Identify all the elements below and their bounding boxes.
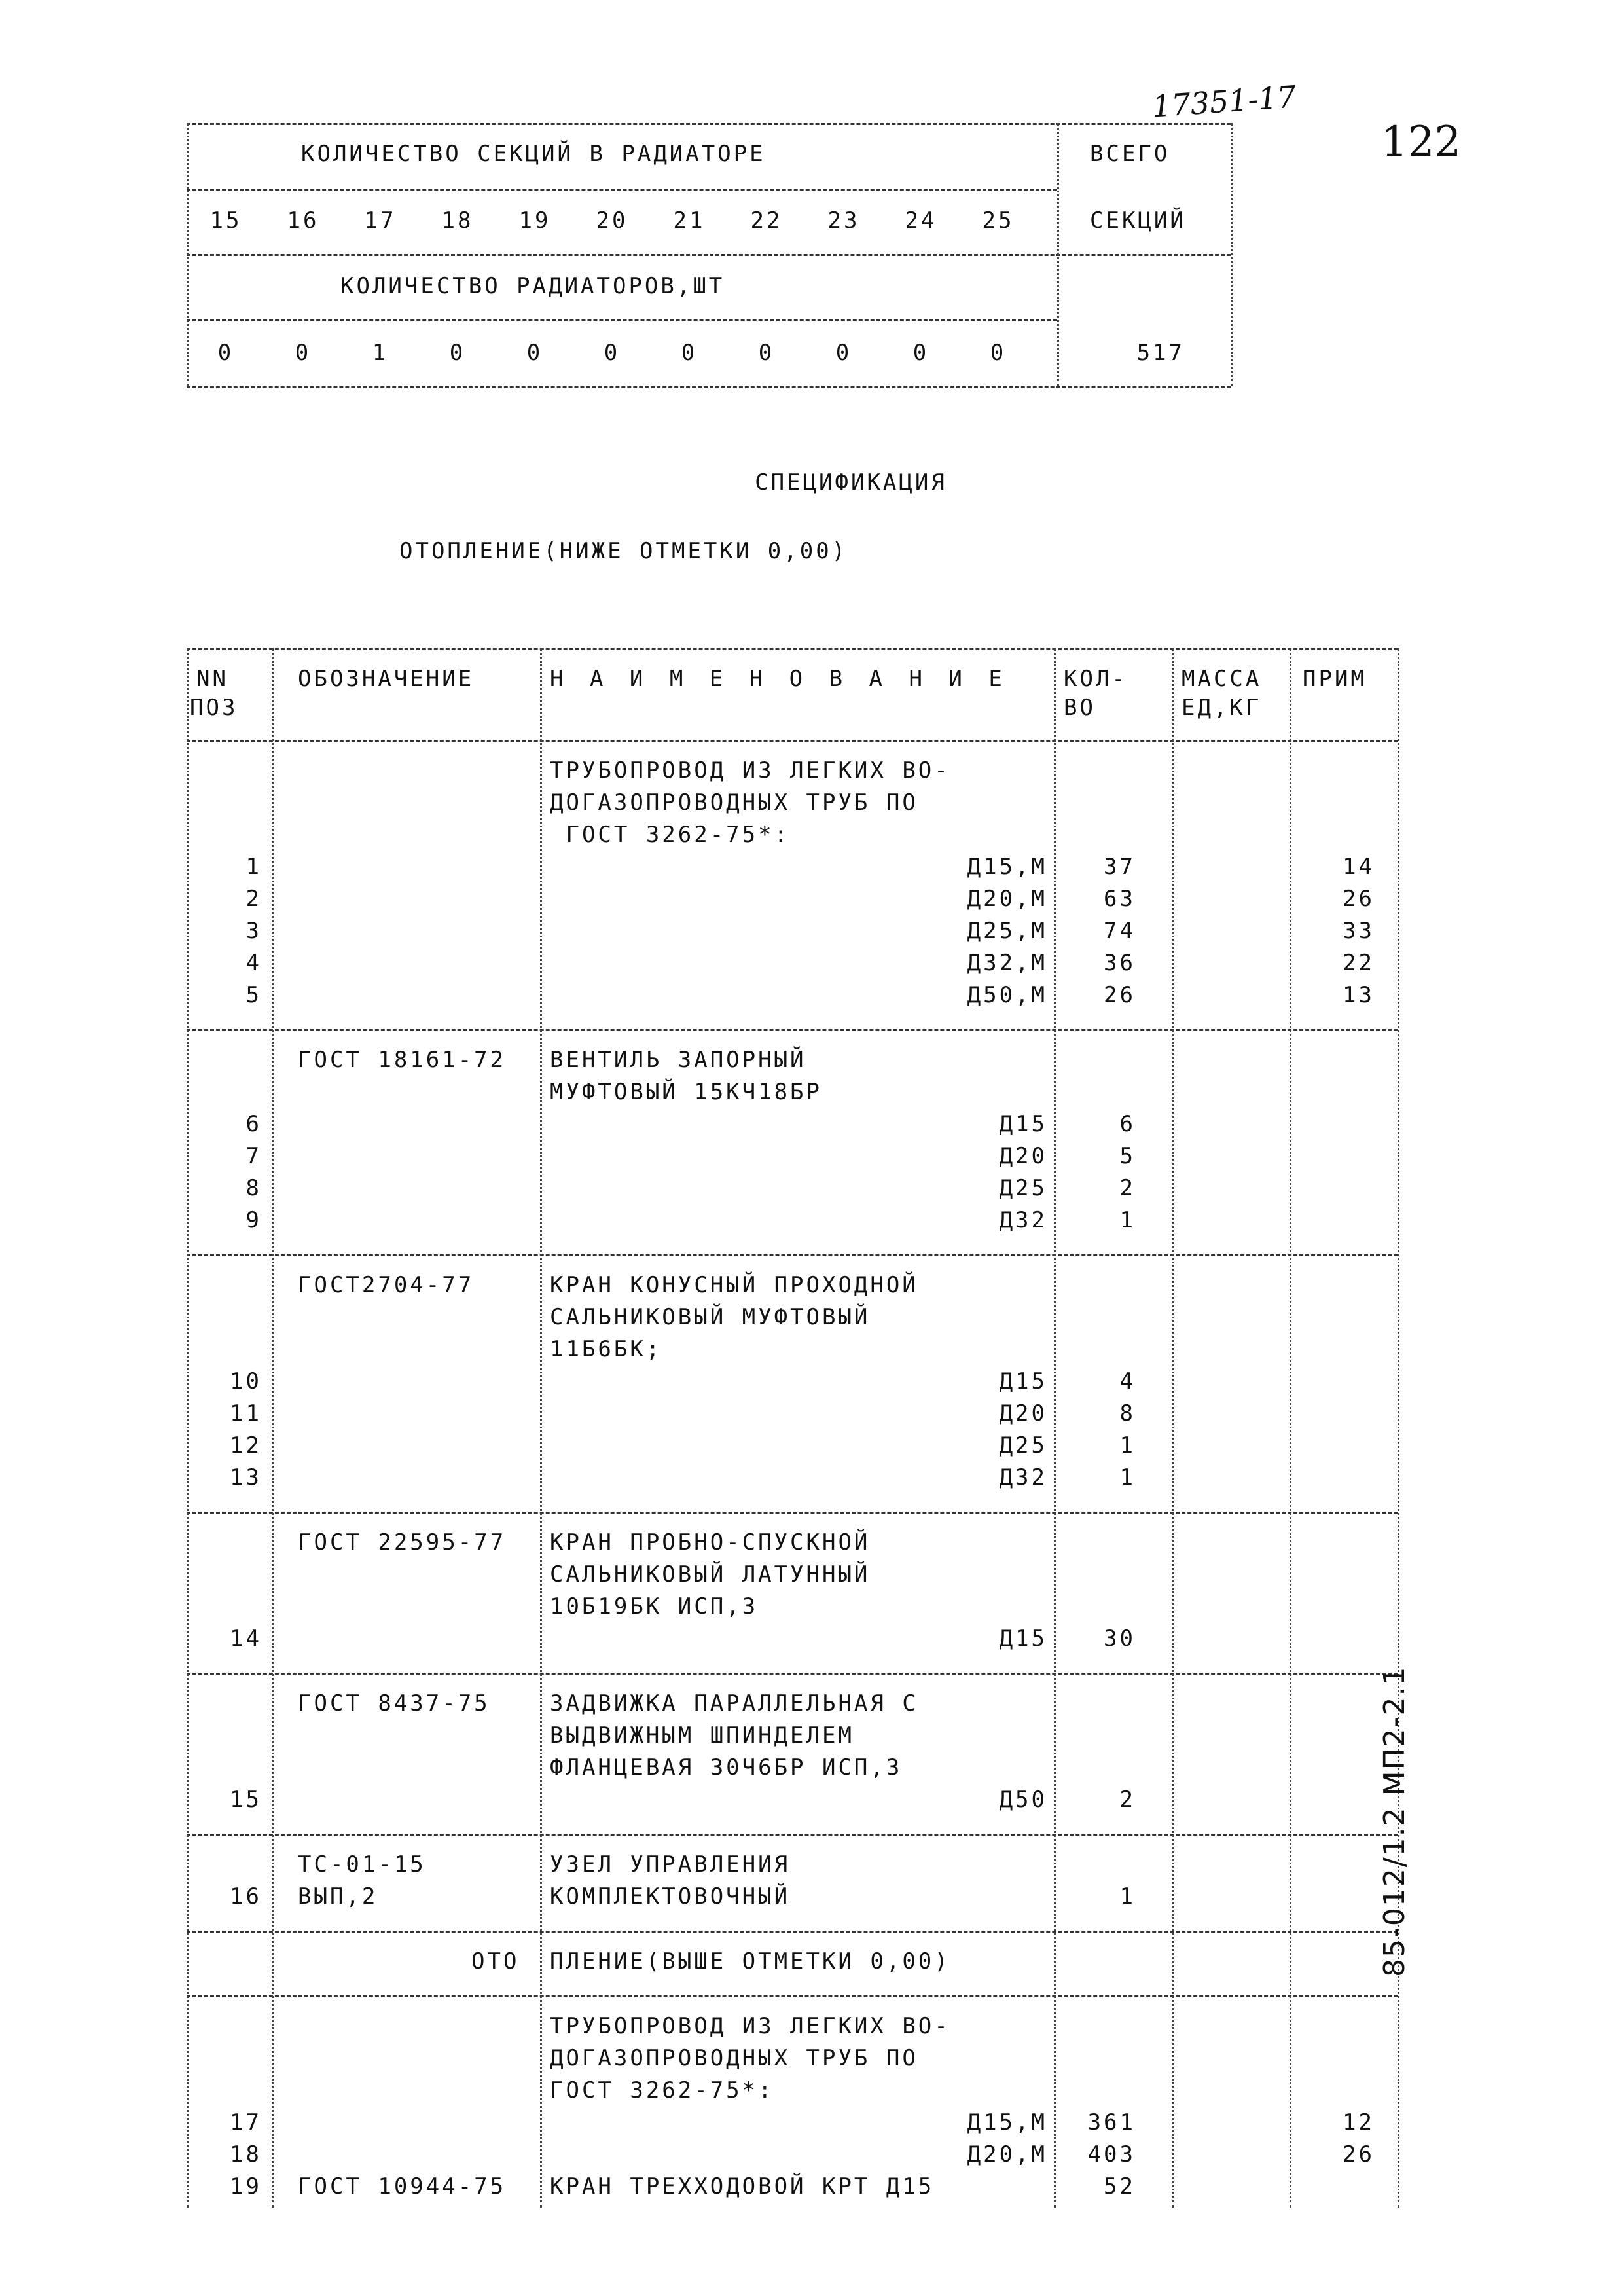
note-cell: 33 [1343, 918, 1375, 944]
section-count-cell: 19 [518, 208, 551, 234]
note-cell: 13 [1343, 982, 1375, 1008]
item-size: Д15 [999, 1111, 1047, 1137]
column-divider [187, 648, 189, 2208]
item-name-line: САЛЬНИКОВЫЙ МУФТОВЫЙ [550, 1304, 871, 1330]
quantity-cell: 36 [1104, 950, 1136, 976]
designation-cell: ГОСТ 8437-75 [298, 1690, 490, 1717]
item-size: Д32 [999, 1207, 1047, 1233]
item-name-line: 11Б6БК; [550, 1336, 662, 1362]
section-count-cell: 23 [827, 208, 860, 234]
specification-subtitle: ОТОПЛЕНИЕ(НИЖЕ ОТМЕТКИ 0,00) [399, 538, 848, 564]
item-size: Д32 [999, 1464, 1047, 1491]
item-size: Д25 [999, 1432, 1047, 1459]
page-number: 122 [1381, 118, 1462, 166]
quantity-cell: 1 [1119, 1464, 1136, 1491]
radiator-count-cell: 0 [912, 340, 929, 366]
item-size: Д15 [999, 1626, 1047, 1652]
item-size: Д15 [999, 1368, 1047, 1394]
item-name-line: ЗАДВИЖКА ПАРАЛЛЕЛЬНАЯ С [550, 1690, 918, 1717]
row-divider [187, 1254, 1398, 1256]
note-cell: 12 [1343, 2109, 1375, 2136]
quantity-cell: 63 [1104, 886, 1136, 912]
quantity-cell: 37 [1104, 854, 1136, 880]
item-name-line: ТРУБОПРОВОД ИЗ ЛЕГКИХ ВО- [550, 2013, 950, 2039]
position-number: 16 [230, 1883, 262, 1910]
total-header-2: СЕКЦИЙ [1090, 208, 1186, 234]
col-designation-header: ОБОЗНАЧЕНИЕ [298, 666, 475, 692]
section-count-cell: 22 [750, 208, 783, 234]
item-name-line: КРАН ПРОБНО-СПУСКНОЙ [550, 1529, 871, 1555]
col-pos-header-1: NN [196, 666, 228, 692]
radiator-count-cell: 0 [604, 340, 621, 366]
radiator-count-cell: 0 [990, 340, 1007, 366]
section-count-cell: 18 [441, 208, 474, 234]
item-size: Д32,М [967, 950, 1047, 976]
radiator-count-cell: 0 [835, 340, 852, 366]
radiator-count-cell: 0 [449, 340, 466, 366]
note-cell: 14 [1343, 854, 1375, 880]
col-note-header: ПРИМ [1303, 666, 1367, 692]
position-number: 9 [245, 1207, 262, 1233]
item-name-line: ФЛАНЦЕВАЯ 30Ч6БР ИСП,3 [550, 1754, 903, 1781]
quantity-cell: 8 [1119, 1400, 1136, 1427]
quantity-cell: 52 [1104, 2173, 1136, 2200]
radiator-count-cell: 0 [295, 340, 312, 366]
designation-cell: ГОСТ2704-77 [298, 1272, 475, 1298]
designation-cell: ГОСТ 22595-77 [298, 1529, 507, 1555]
section-count-cell: 21 [673, 208, 706, 234]
document-reference: 17351-17 [1151, 79, 1298, 124]
section-count-cell: 20 [596, 208, 628, 234]
column-divider [272, 648, 274, 2208]
row-divider [187, 1995, 1398, 1997]
position-number: 10 [230, 1368, 262, 1394]
position-number: 5 [245, 982, 262, 1008]
position-number: 1 [245, 854, 262, 880]
item-name-line: КОМПЛЕКТОВОЧНЫЙ [550, 1883, 791, 1910]
col-qty-header-2: ВО [1064, 695, 1096, 721]
designation-cell-2: ВЫП,2 [298, 1883, 378, 1910]
row-divider [187, 1512, 1398, 1514]
column-divider [540, 648, 542, 2208]
quantity-cell: 361 [1087, 2109, 1136, 2136]
section-count-cell: 17 [364, 208, 397, 234]
specification-title: СПЕЦИФИКАЦИЯ [755, 469, 947, 496]
position-number: 11 [230, 1400, 262, 1427]
radiator-count-cell: 0 [681, 340, 698, 366]
item-name-line: ТРУБОПРОВОД ИЗ ЛЕГКИХ ВО- [550, 757, 950, 784]
note-cell: 26 [1343, 886, 1375, 912]
section-count-cell: 15 [209, 208, 242, 234]
quantity-cell: 1 [1119, 1432, 1136, 1459]
quantity-cell: 4 [1119, 1368, 1136, 1394]
col-mass-header-2: ЕД,КГ [1182, 695, 1262, 721]
position-number: 2 [245, 886, 262, 912]
item-size: Д50,М [967, 982, 1047, 1008]
section-count-cell: 25 [982, 208, 1015, 234]
radiator-count-cell: 0 [217, 340, 234, 366]
item-name-line: САЛЬНИКОВЫЙ ЛАТУННЫЙ [550, 1561, 871, 1588]
item-size: Д20 [999, 1143, 1047, 1169]
radiator-count-cell: 0 [758, 340, 775, 366]
position-number: 15 [230, 1787, 262, 1813]
item-size: Д25 [999, 1175, 1047, 1201]
section-count-cell: 24 [905, 208, 937, 234]
total-sections-value: 517 [1136, 340, 1185, 366]
radiator-count-subtitle: КОЛИЧЕСТВО РАДИАТОРОВ,ШТ [340, 273, 725, 299]
position-number: 13 [230, 1464, 262, 1491]
quantity-cell: 2 [1119, 1175, 1136, 1201]
col-qty-header-1: КОЛ- [1064, 666, 1128, 692]
row-divider [187, 1931, 1398, 1933]
quantity-cell: 1 [1119, 1207, 1136, 1233]
row-divider [187, 1029, 1398, 1031]
position-number: 3 [245, 918, 262, 944]
col-mass-header-1: МАССА [1182, 666, 1262, 692]
position-number: 6 [245, 1111, 262, 1137]
quantity-cell: 30 [1104, 1626, 1136, 1652]
item-name-line: ГОСТ 3262-75*: [550, 822, 791, 848]
item-size: Д20,М [967, 2141, 1047, 2168]
designation-cell: ГОСТ 10944-75 [298, 2173, 507, 2200]
radiator-count-cell: 1 [372, 340, 389, 366]
side-stamp: 85-012/1.2 МП2-2.1 [1378, 1665, 1411, 1977]
item-name-line: 10Б19БК ИСП,3 [550, 1593, 759, 1620]
item-name-line: КРАН КОНУСНЫЙ ПРОХОДНОЙ [550, 1272, 918, 1298]
row-divider [187, 1834, 1398, 1836]
quantity-cell: 74 [1104, 918, 1136, 944]
section-2-title-right: ПЛЕНИЕ(ВЫШЕ ОТМЕТКИ 0,00) [550, 1948, 950, 1974]
section-2-title-left: ОТО [471, 1948, 520, 1974]
item-size: Д15,М [967, 854, 1047, 880]
column-divider [1172, 648, 1174, 2208]
item-size: Д25,М [967, 918, 1047, 944]
note-cell: 26 [1343, 2141, 1375, 2168]
column-divider [1290, 648, 1291, 2208]
position-number: 18 [230, 2141, 262, 2168]
note-cell: 22 [1343, 950, 1375, 976]
radiator-table-title: КОЛИЧЕСТВО СЕКЦИЙ В РАДИАТОРЕ [301, 141, 766, 167]
item-name-line: ВЕНТИЛЬ ЗАПОРНЫЙ [550, 1047, 806, 1073]
quantity-cell: 2 [1119, 1787, 1136, 1813]
row-divider [187, 1673, 1398, 1675]
item-name-line: ДОГАЗОПРОВОДНЫХ ТРУБ ПО [550, 790, 918, 816]
item-size: Д15,М [967, 2109, 1047, 2136]
col-name-header: Н А И М Е Н О В А Н И Е [550, 666, 1009, 692]
quantity-cell: 1 [1119, 1883, 1136, 1910]
designation-cell: ТС-01-15 [298, 1851, 426, 1878]
item-name-line: ДОГАЗОПРОВОДНЫХ ТРУБ ПО [550, 2045, 918, 2071]
item-size: Д20 [999, 1400, 1047, 1427]
position-number: 7 [245, 1143, 262, 1169]
item-size: Д50 [999, 1787, 1047, 1813]
position-number: 12 [230, 1432, 262, 1459]
item-name-line: ГОСТ 3262-75*: [550, 2077, 774, 2103]
designation-cell: ГОСТ 18161-72 [298, 1047, 507, 1073]
position-number: 4 [245, 950, 262, 976]
item-size: Д20,М [967, 886, 1047, 912]
radiator-count-cell: 0 [526, 340, 543, 366]
item-name-line: УЗЕЛ УПРАВЛЕНИЯ [550, 1851, 791, 1878]
quantity-cell: 403 [1087, 2141, 1136, 2168]
quantity-cell: 26 [1104, 982, 1136, 1008]
section-count-cell: 16 [287, 208, 319, 234]
position-number: 14 [230, 1626, 262, 1652]
position-number: 19 [230, 2173, 262, 2200]
quantity-cell: 6 [1119, 1111, 1136, 1137]
column-divider [1054, 648, 1056, 2208]
item-name-line: КРАН ТРЕХХОДОВОЙ КРТ Д15 [550, 2173, 935, 2200]
quantity-cell: 5 [1119, 1143, 1136, 1169]
item-name-line: ВЫДВИЖНЫМ ШПИНДЕЛЕМ [550, 1722, 854, 1749]
position-number: 8 [245, 1175, 262, 1201]
position-number: 17 [230, 2109, 262, 2136]
total-header-1: ВСЕГО [1090, 141, 1170, 167]
item-name-line: МУФТОВЫЙ 15КЧ18БР [550, 1079, 822, 1105]
col-pos-header-2: ПОЗ [190, 695, 238, 721]
